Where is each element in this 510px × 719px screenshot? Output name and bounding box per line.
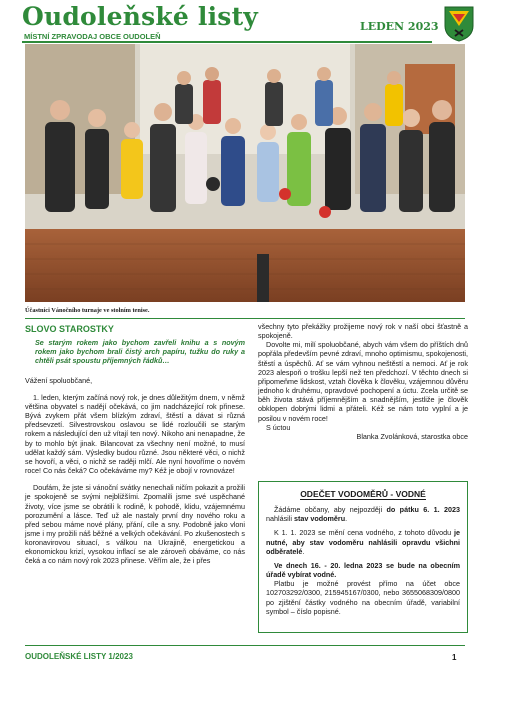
water-meter-notice <box>258 481 468 633</box>
masthead-subtitle: MÍSTNÍ ZPRAVODAJ OBCE OUDOLEŇ <box>24 32 161 41</box>
article-signature: Blanka Zvolánková, starostka obce <box>356 431 468 441</box>
tournament-group-photo <box>25 44 465 302</box>
article-greeting: Vážení spoluobčané, <box>25 375 93 385</box>
article-title: SLOVO STAROSTKY <box>25 324 114 334</box>
notice-paragraph: Žádáme občany, aby nejpozději do pátku 6. 1. 2023 nahlásili stav vodoměru. <box>266 505 460 524</box>
notice-paragraph: Platbu je možné provést přímo na účet obce 102703292/0300, 215945167/0300, nebo 3655068309/0800 po zjištění částky vodného na obecním úřadě, variabilní symbol – číslo popisné. <box>266 579 460 616</box>
mayor-article-left-column <box>25 325 245 566</box>
mayor-article-right-column <box>258 322 468 441</box>
article-lead: Se starým rokem jako bychom zavřeli knihu a s novým rokem jako bychom brali čistý arch papíru, tužku do ruky a chtěli psát spoustu příjemných řádků… <box>35 338 245 366</box>
notice-paragraph: K 1. 1. 2023 se mění cena vodného, z tohoto důvodu je nutné, aby stav vodoměru nahlásili opravdu všichni odběratelé. <box>266 528 460 556</box>
notice-title: ODEČET VODOMĚRŮ - VODNÉ <box>300 489 426 499</box>
section-rule <box>25 318 465 319</box>
issue-date: LEDEN 2023 <box>360 20 439 33</box>
footer-issue-label: OUDOLEŇSKÉ LISTY 1/2023 <box>25 652 133 661</box>
article-closing: S úctou <box>266 422 291 432</box>
footer-rule <box>25 645 465 646</box>
article-paragraph: Doufám, že jste si vánoční svátky nenechali ničím pokazit a prožili je spokojeně se svými nejbližšími. Zpomalili jsme své uspěchané životy, více jsme se obrátili k rodině, k pohodě, klidu, vzájemnému porozumění a lásce. Teď už ale nastaly první dny nového roku a před sebou máme nové plány, přání, cíle a sny. Podobně jako vloni jsme i my prožili náš běžné a velkých očekávání. Po zkušenostech s koronavirovou situací, s válkou na Ukrajině, energetickou a ekonomickou krizí, vysokou inflací se ale zároveň obáváme, co nás čeká a co nám nový rok 2023 přinese. Věřím ale, že i přes <box>25 483 245 566</box>
article-paragraph: Dovolte mi, milí spoluobčané, abych vám všem do příštích dnů popřála především pevné zdraví, mnoho optimismu, spokojenosti, štěstí a úspěchů. Ať se vám vyhnou neštěstí a nemoci. Ať je rok 2023 alespoň o trošku lepší než ten předchozí. V těchto dnech si připomeňme lidskost, vztah člověka k člověku, vzájemnou důvěru jednoho k druhému, opravdové pochopení a úctu. Zcela určitě se běh života stává příjemnějším a snadnějším, jestliže je člověk obklopen dobrými lidmi a přáteli. Kéž se nám toto vyplní a je posilou v novém roce! <box>258 340 468 423</box>
article-paragraph: všechny tyto překážky prožijeme nový rok v naší obci šťastně a spokojeně. <box>258 322 468 341</box>
masthead-title: Oudoleňské listy <box>22 2 259 31</box>
notice-paragraph: Ve dnech 16. - 20. ledna 2023 se bude na obecním úřadě vybírat vodné. <box>266 560 460 580</box>
photo-caption: Účastníci Vánočního turnaje ve stolním tenise. <box>25 307 150 314</box>
header-rule <box>22 41 432 43</box>
municipal-coat-of-arms-icon <box>444 6 474 42</box>
article-paragraph: 1. leden, kterým začíná nový rok, je dnes důležitým dnem, v němž většina obyvatel s nadějí očekává, co jim nadcházející rok přinese. Bývá zvykem přát všem blízkým zdraví, štěstí a dávat si různá předsevzetí. Silvestrovskou oslavou se lidé rozloučili se starým rokem a následující den už vítají ten nový. Nikoho ani nenapadne, že by to mohlo být jinak. Bilancovat za všechny není možné, to musí udělat každý sám. Výsledky budou různé. Jsou některé věci, o nichž se hovoří, a věci, o nichž se raději mlčí. Ale nyní hovoříme o novém roce! Co nás čeká? Co očekáváme my? Kéž je obojí v rovnováze! <box>25 392 245 476</box>
page-number: 1 <box>452 653 457 662</box>
